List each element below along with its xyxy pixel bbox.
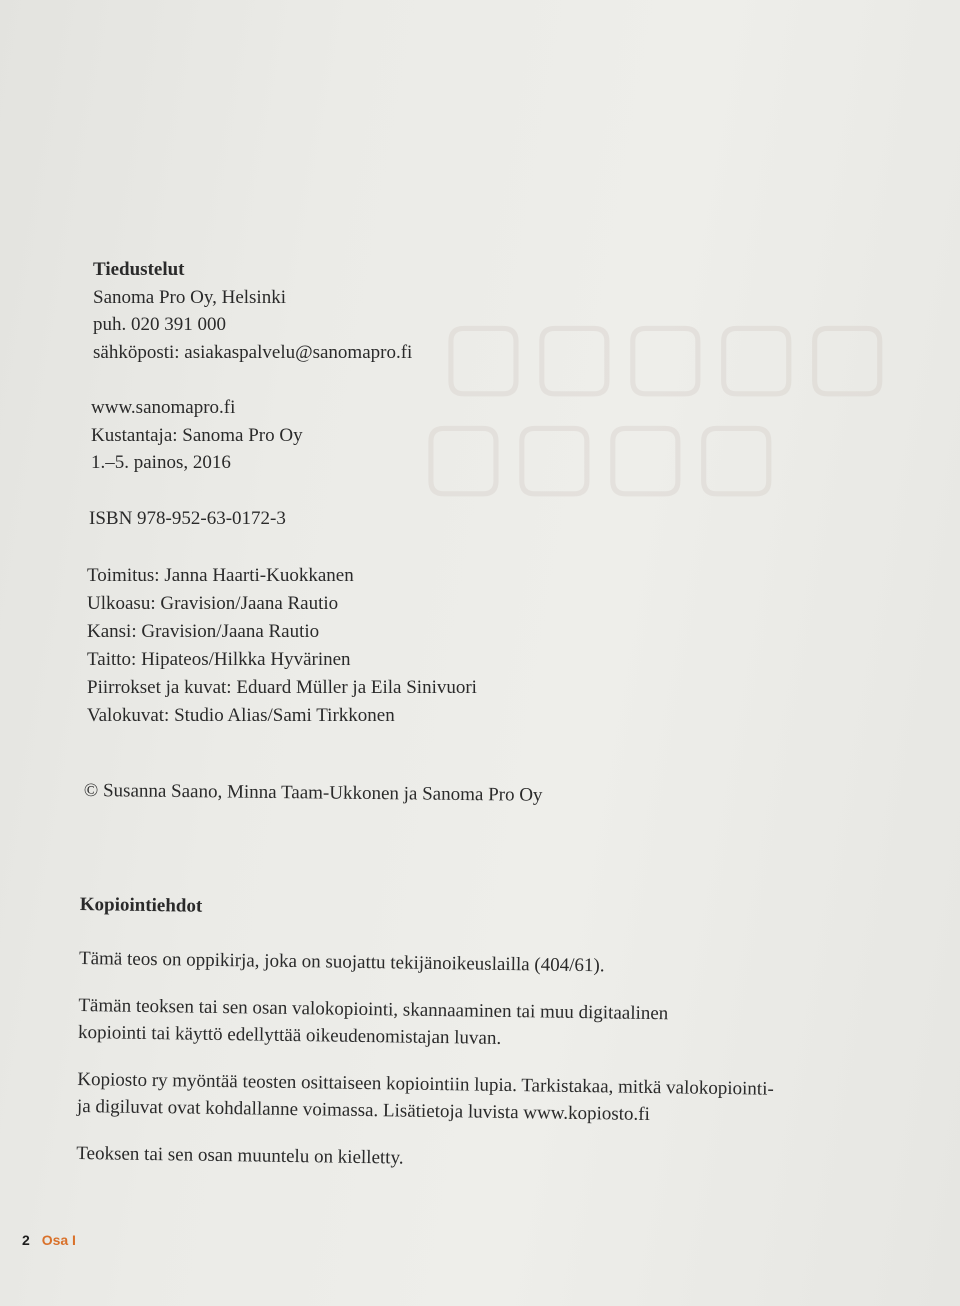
copying-paragraph: [76, 1140, 876, 1178]
paragraph-line: kopiointi tai käyttö edellyttää oikeudenomistajan luvan.: [77, 1021, 502, 1049]
website: www.sanomapro.fi: [91, 397, 236, 418]
contact-email: sähköposti: asiakaspalvelu@sanomapro.fi: [93, 341, 413, 363]
paragraph-line: Tämän teoksen tai sen osan valokopiointi, skannaaminen tai muu digitaalinen: [78, 994, 669, 1025]
paragraph-line: ja digiluvat ovat kohdallanne voimassa. Lisätietoja luvista www.kopiosto.fi: [76, 1095, 650, 1125]
credit-line: Piirrokset ja kuvat: Eduard Müller ja Eila Sinivuori: [87, 677, 477, 698]
credit-line: Kansi: Gravision/Jaana Rautio: [87, 621, 320, 642]
show-through-decoration: ▢▢▢▢: [420, 403, 784, 505]
copying-terms: [76, 891, 880, 1198]
edition: 1.–5. painos, 2016: [91, 452, 231, 473]
page-footer: [22, 1232, 76, 1248]
credit-line: Toimitus: Janna Haarti-Kuokkanen: [87, 565, 354, 586]
contact-phone: puh. 020 391 000: [93, 314, 226, 335]
copying-paragraph: [78, 992, 879, 1057]
copying-terms-heading: Kopiointiehdot: [79, 893, 203, 917]
copying-paragraph: [77, 1066, 878, 1131]
section-label: Osa I: [41, 1232, 76, 1248]
copying-paragraph: [79, 945, 879, 983]
credit-line: Taitto: Hipateos/Hilkka Hyvärinen: [87, 649, 351, 670]
isbn-text: ISBN 978-952-63-0172-3: [89, 508, 286, 529]
isbn: [89, 505, 286, 533]
paragraph-line: Teoksen tai sen osan muuntelu on kielletty.: [76, 1142, 404, 1169]
publication-info: [91, 394, 303, 477]
credit-line: Ulkoasu: Gravision/Jaana Rautio: [87, 593, 339, 614]
contact-heading: Tiedustelut: [93, 259, 185, 280]
paragraph-line: Kopiosto ry myöntää teosten osittaiseen kopiointiin lupia. Tarkistakaa, mitkä valokopiointi-: [77, 1068, 774, 1100]
paragraph-line: Tämä teos on oppikirja, joka on suojattu tekijänoikeuslailla (404/61).: [78, 947, 605, 977]
publisher: Kustantaja: Sanoma Pro Oy: [91, 424, 303, 446]
show-through-decoration: ▢▢▢▢▢: [440, 303, 895, 405]
credit-line: Valokuvat: Studio Alias/Sami Tirkkonen: [87, 705, 395, 726]
copyright-notice: [84, 777, 543, 809]
contact-info: [93, 256, 412, 366]
credits-list: [87, 562, 477, 730]
contact-company: Sanoma Pro Oy, Helsinki: [93, 286, 286, 308]
copyright-text: © Susanna Saano, Minna Taam-Ukkonen ja Sanoma Pro Oy: [83, 779, 543, 806]
page-number: 2: [22, 1232, 30, 1248]
